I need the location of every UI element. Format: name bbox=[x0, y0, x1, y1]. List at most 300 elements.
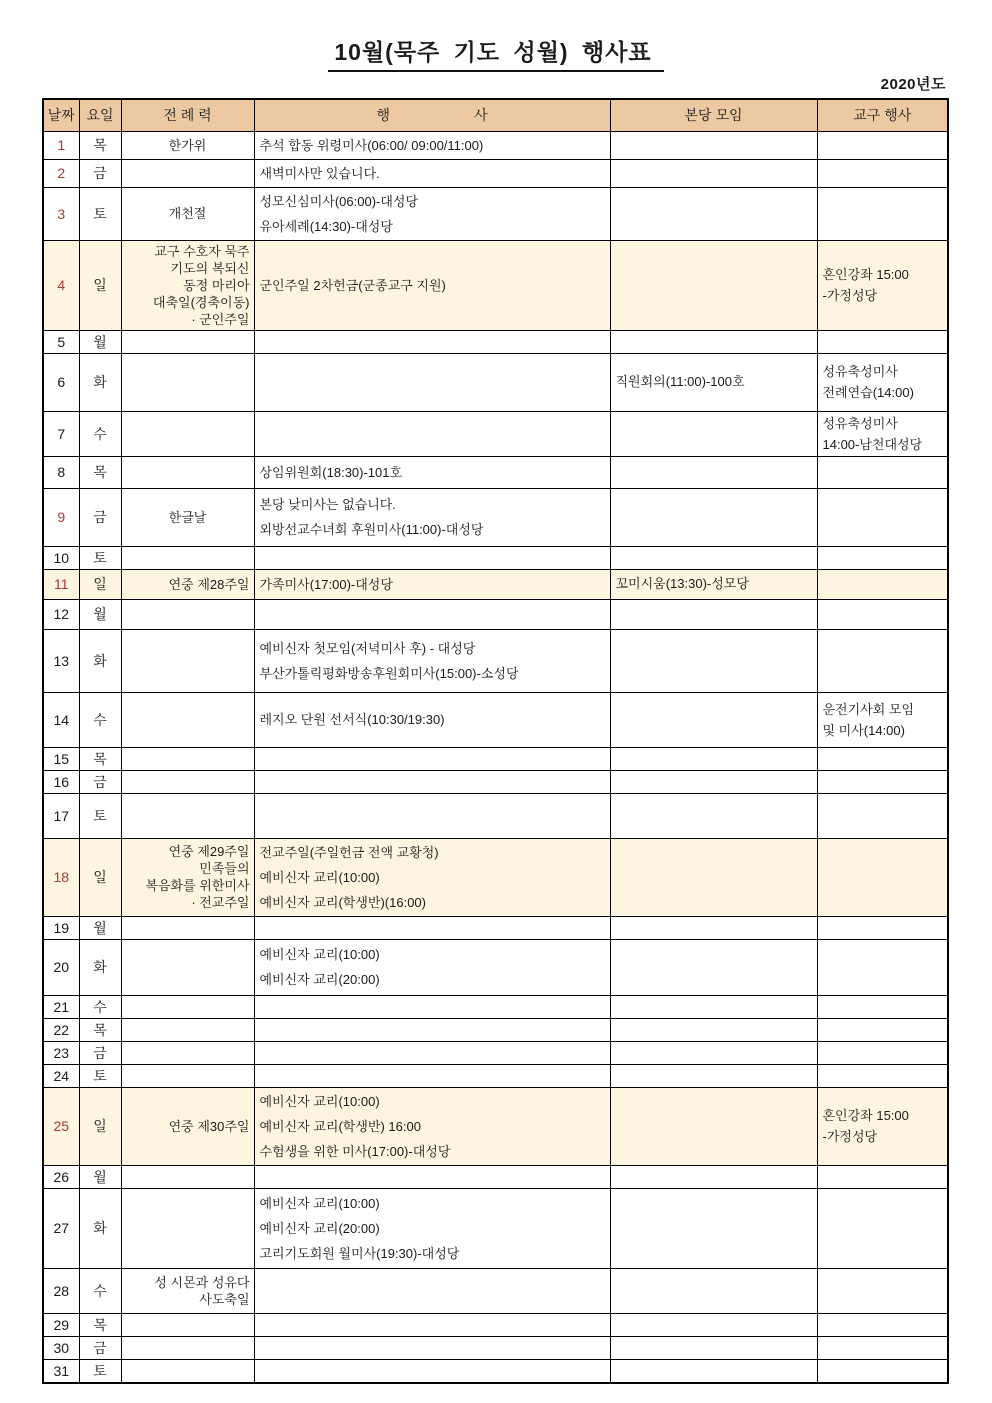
cell-diocese-events bbox=[817, 1336, 948, 1359]
text-line: 목 bbox=[93, 1316, 107, 1333]
text-line: 유아세례(14:30)-대성당 bbox=[259, 218, 393, 234]
cell-events bbox=[254, 1188, 610, 1268]
table-row-19 bbox=[43, 916, 948, 939]
cell-parish-meeting bbox=[610, 456, 817, 488]
text-line: 추석 합동 위령미사(06:00/ 09:00/11:00) bbox=[259, 137, 484, 153]
cell-events bbox=[254, 692, 610, 747]
cell-liturgy bbox=[121, 353, 254, 411]
cell-events bbox=[254, 793, 610, 838]
table-row-28 bbox=[43, 1268, 948, 1313]
text-line: 25 bbox=[53, 1118, 70, 1134]
text-line: 꼬미시움(13:30)-성모당 bbox=[615, 576, 749, 591]
cell-parish-meeting bbox=[610, 747, 817, 770]
text-line: 화 bbox=[93, 652, 107, 669]
text-line: 교구 수호자 묵주 bbox=[154, 243, 250, 259]
cell-parish-meeting bbox=[610, 1268, 817, 1313]
cell-events bbox=[254, 131, 610, 159]
cell-diocese-events bbox=[817, 353, 948, 411]
text-line: 예비신자 교리(10:00) bbox=[259, 869, 380, 885]
text-line: 16 bbox=[53, 773, 70, 790]
cell-diocese-events bbox=[817, 838, 948, 916]
text-line: 21 bbox=[53, 998, 70, 1015]
cell-date bbox=[43, 1268, 79, 1313]
cell-weekday bbox=[79, 1087, 121, 1165]
cell-parish-meeting bbox=[610, 1018, 817, 1041]
cell-diocese-events bbox=[817, 411, 948, 456]
cell-date bbox=[43, 916, 79, 939]
cell-liturgy bbox=[121, 456, 254, 488]
table-row-10 bbox=[43, 546, 948, 569]
text-line: 26 bbox=[53, 1168, 70, 1185]
cell-liturgy bbox=[121, 770, 254, 793]
text-line: 목 bbox=[93, 1021, 107, 1038]
cell-date bbox=[43, 1165, 79, 1188]
text-line: 금 bbox=[93, 509, 107, 525]
text-line: · 전교주일 bbox=[191, 895, 250, 910]
table-row-5 bbox=[43, 330, 948, 353]
text-line: 2 bbox=[57, 165, 66, 181]
cell-diocese-events bbox=[817, 1018, 948, 1041]
cell-weekday bbox=[79, 838, 121, 916]
cell-parish-meeting bbox=[610, 1336, 817, 1359]
cell-diocese-events bbox=[817, 995, 948, 1018]
cell-weekday bbox=[79, 456, 121, 488]
table-row-22 bbox=[43, 1018, 948, 1041]
text-line: 화 bbox=[93, 959, 107, 975]
cell-date bbox=[43, 240, 79, 330]
text-line: 예비신자 교리(10:00) bbox=[259, 1093, 380, 1109]
cell-weekday bbox=[79, 1336, 121, 1359]
cell-weekday bbox=[79, 939, 121, 995]
cell-events bbox=[254, 159, 610, 187]
cell-diocese-events bbox=[817, 1165, 948, 1188]
table-row-17 bbox=[43, 793, 948, 838]
cell-events bbox=[254, 187, 610, 240]
cell-weekday bbox=[79, 411, 121, 456]
text-line: 혼인강좌 15:00 bbox=[822, 267, 909, 282]
text-line: 8 bbox=[57, 464, 66, 480]
text-line: 전교주일(주일헌금 전액 교황청) bbox=[259, 844, 439, 860]
text-line: -가정성당 bbox=[822, 288, 878, 303]
text-line: 운전기사회 모임 bbox=[822, 701, 915, 717]
cell-events bbox=[254, 916, 610, 939]
cell-parish-meeting bbox=[610, 330, 817, 353]
text-line: 토 bbox=[93, 1362, 107, 1379]
cell-weekday bbox=[79, 159, 121, 187]
cell-weekday bbox=[79, 1359, 121, 1383]
cell-events bbox=[254, 995, 610, 1018]
table-row-25 bbox=[43, 1087, 948, 1165]
text-line: 24 bbox=[53, 1067, 70, 1084]
cell-events bbox=[254, 629, 610, 692]
cell-date bbox=[43, 456, 79, 488]
cell-weekday bbox=[79, 131, 121, 159]
table-row-15 bbox=[43, 747, 948, 770]
cell-parish-meeting bbox=[610, 1041, 817, 1064]
cell-weekday bbox=[79, 1188, 121, 1268]
table-row-16 bbox=[43, 770, 948, 793]
cell-parish-meeting bbox=[610, 995, 817, 1018]
cell-liturgy bbox=[121, 939, 254, 995]
cell-date bbox=[43, 1336, 79, 1359]
cell-liturgy bbox=[121, 131, 254, 159]
table-row-12 bbox=[43, 599, 948, 629]
text-line: 민족들의 bbox=[199, 861, 250, 876]
text-line: 15 bbox=[53, 750, 70, 767]
cell-events bbox=[254, 1313, 610, 1336]
cell-date bbox=[43, 131, 79, 159]
cell-liturgy bbox=[121, 1165, 254, 1188]
text-line: 수 bbox=[93, 1282, 107, 1299]
text-line: 월 bbox=[93, 606, 107, 622]
text-line: 예비신자 교리(20:00) bbox=[259, 1220, 380, 1236]
text-line: 예비신자 교리(학생반)(16:00) bbox=[259, 894, 426, 910]
cell-date bbox=[43, 1041, 79, 1064]
cell-events bbox=[254, 1268, 610, 1313]
text-line: 토 bbox=[93, 205, 107, 222]
schedule-table-body bbox=[43, 131, 948, 1383]
text-line: -가정성당 bbox=[822, 1129, 878, 1144]
cell-parish-meeting bbox=[610, 1313, 817, 1336]
cell-events bbox=[254, 599, 610, 629]
table-row-27 bbox=[43, 1188, 948, 1268]
cell-liturgy bbox=[121, 793, 254, 838]
cell-weekday bbox=[79, 1018, 121, 1041]
cell-date bbox=[43, 330, 79, 353]
text-line: 상임위원회(18:30)-101호 bbox=[259, 464, 403, 480]
text-line: 본당 낮미사는 없습니다. bbox=[259, 497, 396, 512]
cell-liturgy bbox=[121, 629, 254, 692]
text-line: 예비신자 교리(20:00) bbox=[259, 972, 380, 987]
table-row-20 bbox=[43, 939, 948, 995]
cell-weekday bbox=[79, 916, 121, 939]
cell-liturgy bbox=[121, 1336, 254, 1359]
cell-date bbox=[43, 1087, 79, 1165]
cell-date bbox=[43, 569, 79, 599]
cell-weekday bbox=[79, 629, 121, 692]
text-line: 수 bbox=[93, 998, 107, 1015]
cell-date bbox=[43, 159, 79, 187]
cell-liturgy bbox=[121, 838, 254, 916]
cell-date bbox=[43, 353, 79, 411]
cell-weekday bbox=[79, 599, 121, 629]
text-line: 연중 제28주일 bbox=[168, 576, 250, 592]
text-line: 화 bbox=[93, 374, 107, 390]
cell-diocese-events bbox=[817, 1087, 948, 1165]
cell-liturgy bbox=[121, 488, 254, 546]
year-label: 2020년도 bbox=[880, 76, 946, 93]
text-line: 및 미사(14:00) bbox=[822, 722, 905, 738]
table-row-21 bbox=[43, 995, 948, 1018]
table-row-8 bbox=[43, 456, 948, 488]
cell-events bbox=[254, 1064, 610, 1087]
text-line: 일 bbox=[93, 277, 107, 293]
text-line: 레지오 단원 선서식(10:30/19:30) bbox=[259, 712, 445, 727]
cell-liturgy bbox=[121, 1268, 254, 1313]
text-line: 월 bbox=[93, 1168, 107, 1185]
text-line: 군인주일 2차헌금(군종교구 지원) bbox=[259, 277, 446, 293]
cell-weekday bbox=[79, 1041, 121, 1064]
text-line: 월 bbox=[93, 919, 107, 936]
cell-liturgy bbox=[121, 546, 254, 569]
cell-weekday bbox=[79, 793, 121, 838]
cell-parish-meeting bbox=[610, 599, 817, 629]
text-line: 예비신자 교리(10:00) bbox=[259, 947, 380, 962]
text-line: 금 bbox=[93, 1339, 107, 1356]
table-row-7 bbox=[43, 411, 948, 456]
text-line: 한글날 bbox=[168, 509, 207, 525]
table-row-6 bbox=[43, 353, 948, 411]
text-line: 22 bbox=[53, 1021, 70, 1038]
cell-date bbox=[43, 939, 79, 995]
cell-weekday bbox=[79, 488, 121, 546]
cell-parish-meeting bbox=[610, 353, 817, 411]
cell-date bbox=[43, 995, 79, 1018]
cell-weekday bbox=[79, 1064, 121, 1087]
table-row-26 bbox=[43, 1165, 948, 1188]
text-line: 목 bbox=[93, 750, 107, 767]
cell-events bbox=[254, 456, 610, 488]
cell-parish-meeting bbox=[610, 569, 817, 599]
text-line: 일 bbox=[93, 576, 107, 592]
text-line: 성유축성미사 bbox=[822, 364, 898, 379]
cell-diocese-events bbox=[817, 1041, 948, 1064]
text-line: 18 bbox=[53, 869, 70, 885]
cell-diocese-events bbox=[817, 916, 948, 939]
cell-liturgy bbox=[121, 747, 254, 770]
cell-date bbox=[43, 1188, 79, 1268]
cell-diocese-events bbox=[817, 1064, 948, 1087]
cell-date bbox=[43, 838, 79, 916]
cell-liturgy bbox=[121, 1041, 254, 1064]
cell-parish-meeting bbox=[610, 939, 817, 995]
cell-liturgy bbox=[121, 1087, 254, 1165]
cell-date bbox=[43, 1359, 79, 1383]
col-header-diocese-events: 교구 행사 bbox=[817, 99, 948, 131]
cell-weekday bbox=[79, 995, 121, 1018]
text-line: 9 bbox=[57, 509, 66, 525]
cell-date bbox=[43, 546, 79, 569]
cell-diocese-events bbox=[817, 159, 948, 187]
cell-liturgy bbox=[121, 411, 254, 456]
cell-events bbox=[254, 330, 610, 353]
cell-parish-meeting bbox=[610, 1165, 817, 1188]
cell-parish-meeting bbox=[610, 793, 817, 838]
cell-liturgy bbox=[121, 1018, 254, 1041]
text-line: 금 bbox=[93, 165, 107, 181]
cell-parish-meeting bbox=[610, 1064, 817, 1087]
text-line: 토 bbox=[93, 549, 107, 566]
cell-date bbox=[43, 747, 79, 770]
cell-events bbox=[254, 1087, 610, 1165]
text-line: 혼인강좌 15:00 bbox=[822, 1108, 909, 1123]
table-row-29 bbox=[43, 1313, 948, 1336]
text-line: 일 bbox=[93, 1118, 107, 1134]
cell-date bbox=[43, 629, 79, 692]
cell-parish-meeting bbox=[610, 1359, 817, 1383]
text-line: 23 bbox=[53, 1044, 70, 1061]
text-line: 기도의 복되신 bbox=[170, 260, 250, 276]
text-line: 부산가톨릭평화방송후원회미사(15:00)-소성당 bbox=[259, 665, 519, 681]
text-line: 토 bbox=[93, 807, 107, 824]
cell-weekday bbox=[79, 569, 121, 599]
text-line: 29 bbox=[53, 1316, 70, 1333]
cell-liturgy bbox=[121, 1313, 254, 1336]
table-row-24 bbox=[43, 1064, 948, 1087]
cell-date bbox=[43, 793, 79, 838]
cell-events bbox=[254, 838, 610, 916]
text-line: 6 bbox=[57, 374, 66, 390]
text-line: 12 bbox=[53, 606, 70, 622]
cell-weekday bbox=[79, 330, 121, 353]
header-row bbox=[43, 99, 948, 131]
cell-events bbox=[254, 569, 610, 599]
text-line: 수 bbox=[93, 711, 107, 728]
col-header-parish-meeting: 본당 모임 bbox=[610, 99, 817, 131]
cell-liturgy bbox=[121, 569, 254, 599]
cell-diocese-events bbox=[817, 599, 948, 629]
table-row-23 bbox=[43, 1041, 948, 1064]
text-line: 예비신자 교리(10:00) bbox=[259, 1195, 380, 1211]
cell-diocese-events bbox=[817, 240, 948, 330]
cell-events bbox=[254, 939, 610, 995]
text-line: 연중 제29주일 bbox=[168, 844, 250, 859]
cell-diocese-events bbox=[817, 939, 948, 995]
text-line: 27 bbox=[53, 1220, 70, 1236]
table-row-30 bbox=[43, 1336, 948, 1359]
cell-parish-meeting bbox=[610, 159, 817, 187]
cell-weekday bbox=[79, 692, 121, 747]
text-line: 새벽미사만 있습니다. bbox=[259, 165, 380, 181]
cell-date bbox=[43, 411, 79, 456]
cell-diocese-events bbox=[817, 187, 948, 240]
cell-liturgy bbox=[121, 240, 254, 330]
table-row-3 bbox=[43, 187, 948, 240]
cell-parish-meeting bbox=[610, 916, 817, 939]
text-line: 4 bbox=[57, 277, 66, 293]
text-line: 13 bbox=[53, 652, 70, 669]
col-header-date: 날짜 bbox=[43, 99, 79, 131]
cell-weekday bbox=[79, 747, 121, 770]
cell-parish-meeting bbox=[610, 1188, 817, 1268]
table-row-2 bbox=[43, 159, 948, 187]
table-row-11 bbox=[43, 569, 948, 599]
cell-diocese-events bbox=[817, 330, 948, 353]
cell-weekday bbox=[79, 770, 121, 793]
text-line: 사도축일 bbox=[199, 1291, 250, 1307]
col-header-events: 행 사 bbox=[254, 99, 610, 131]
text-line: 20 bbox=[53, 959, 70, 975]
page-title: 10월(묵주 기도 성월) 행사표 bbox=[328, 34, 663, 72]
text-line: 성모신심미사(06:00)-대성당 bbox=[259, 193, 419, 209]
table-row-18 bbox=[43, 838, 948, 916]
text-line: 화 bbox=[93, 1220, 107, 1236]
cell-parish-meeting bbox=[610, 411, 817, 456]
text-line: 전례연습(14:00) bbox=[822, 385, 914, 400]
text-line: · 군인주일 bbox=[191, 311, 250, 327]
text-line: 1 bbox=[57, 137, 66, 153]
text-line: 14 bbox=[53, 711, 70, 728]
cell-liturgy bbox=[121, 330, 254, 353]
cell-date bbox=[43, 187, 79, 240]
text-line: 예비신자 첫모임(저녁미사 후) - 대성당 bbox=[259, 640, 476, 656]
cell-events bbox=[254, 1018, 610, 1041]
cell-events bbox=[254, 1336, 610, 1359]
cell-events bbox=[254, 1041, 610, 1064]
text-line: 금 bbox=[93, 1044, 107, 1061]
cell-liturgy bbox=[121, 1188, 254, 1268]
cell-liturgy bbox=[121, 599, 254, 629]
cell-weekday bbox=[79, 187, 121, 240]
cell-liturgy bbox=[121, 692, 254, 747]
text-line: 목 bbox=[93, 464, 107, 480]
text-line: 연중 제30주일 bbox=[168, 1118, 250, 1134]
text-line: 10 bbox=[53, 549, 70, 566]
cell-events bbox=[254, 770, 610, 793]
cell-diocese-events bbox=[817, 131, 948, 159]
schedule-table bbox=[42, 98, 949, 1384]
cell-diocese-events bbox=[817, 747, 948, 770]
cell-events bbox=[254, 353, 610, 411]
cell-events bbox=[254, 747, 610, 770]
cell-date bbox=[43, 770, 79, 793]
text-line: 가족미사(17:00)-대성당 bbox=[259, 576, 393, 592]
text-line: 7 bbox=[57, 425, 66, 442]
cell-diocese-events bbox=[817, 1188, 948, 1268]
text-line: 수험생을 위한 미사(17:00)-대성당 bbox=[259, 1143, 451, 1159]
cell-date bbox=[43, 1018, 79, 1041]
cell-events bbox=[254, 488, 610, 546]
table-row-9 bbox=[43, 488, 948, 546]
text-line: 14:00-남천대성당 bbox=[822, 436, 923, 452]
table-row-1 bbox=[43, 131, 948, 159]
cell-events bbox=[254, 546, 610, 569]
cell-liturgy bbox=[121, 995, 254, 1018]
cell-parish-meeting bbox=[610, 770, 817, 793]
text-line: 5 bbox=[57, 333, 66, 350]
cell-diocese-events bbox=[817, 456, 948, 488]
cell-diocese-events bbox=[817, 546, 948, 569]
cell-liturgy bbox=[121, 1064, 254, 1087]
cell-events bbox=[254, 1359, 610, 1383]
cell-parish-meeting bbox=[610, 488, 817, 546]
text-line: 31 bbox=[53, 1362, 70, 1379]
text-line: 개천절 bbox=[168, 206, 207, 221]
cell-parish-meeting bbox=[610, 131, 817, 159]
cell-events bbox=[254, 411, 610, 456]
text-line: 직원회의(11:00)-100호 bbox=[615, 374, 745, 389]
text-line: 한가위 bbox=[168, 137, 207, 153]
cell-diocese-events bbox=[817, 569, 948, 599]
text-line: 월 bbox=[93, 333, 107, 350]
text-line: 일 bbox=[93, 869, 107, 885]
cell-date bbox=[43, 1064, 79, 1087]
cell-events bbox=[254, 240, 610, 330]
cell-events bbox=[254, 1165, 610, 1188]
cell-parish-meeting bbox=[610, 546, 817, 569]
table-row-13 bbox=[43, 629, 948, 692]
text-line: 외방선교수녀회 후원미사(11:00)-대성당 bbox=[259, 522, 484, 537]
cell-diocese-events bbox=[817, 770, 948, 793]
text-line: 토 bbox=[93, 1067, 107, 1084]
cell-weekday bbox=[79, 546, 121, 569]
cell-weekday bbox=[79, 1268, 121, 1313]
text-line: 30 bbox=[53, 1339, 70, 1356]
cell-parish-meeting bbox=[610, 187, 817, 240]
cell-diocese-events bbox=[817, 1313, 948, 1336]
text-line: 동정 마리아 bbox=[183, 277, 250, 293]
cell-liturgy bbox=[121, 159, 254, 187]
